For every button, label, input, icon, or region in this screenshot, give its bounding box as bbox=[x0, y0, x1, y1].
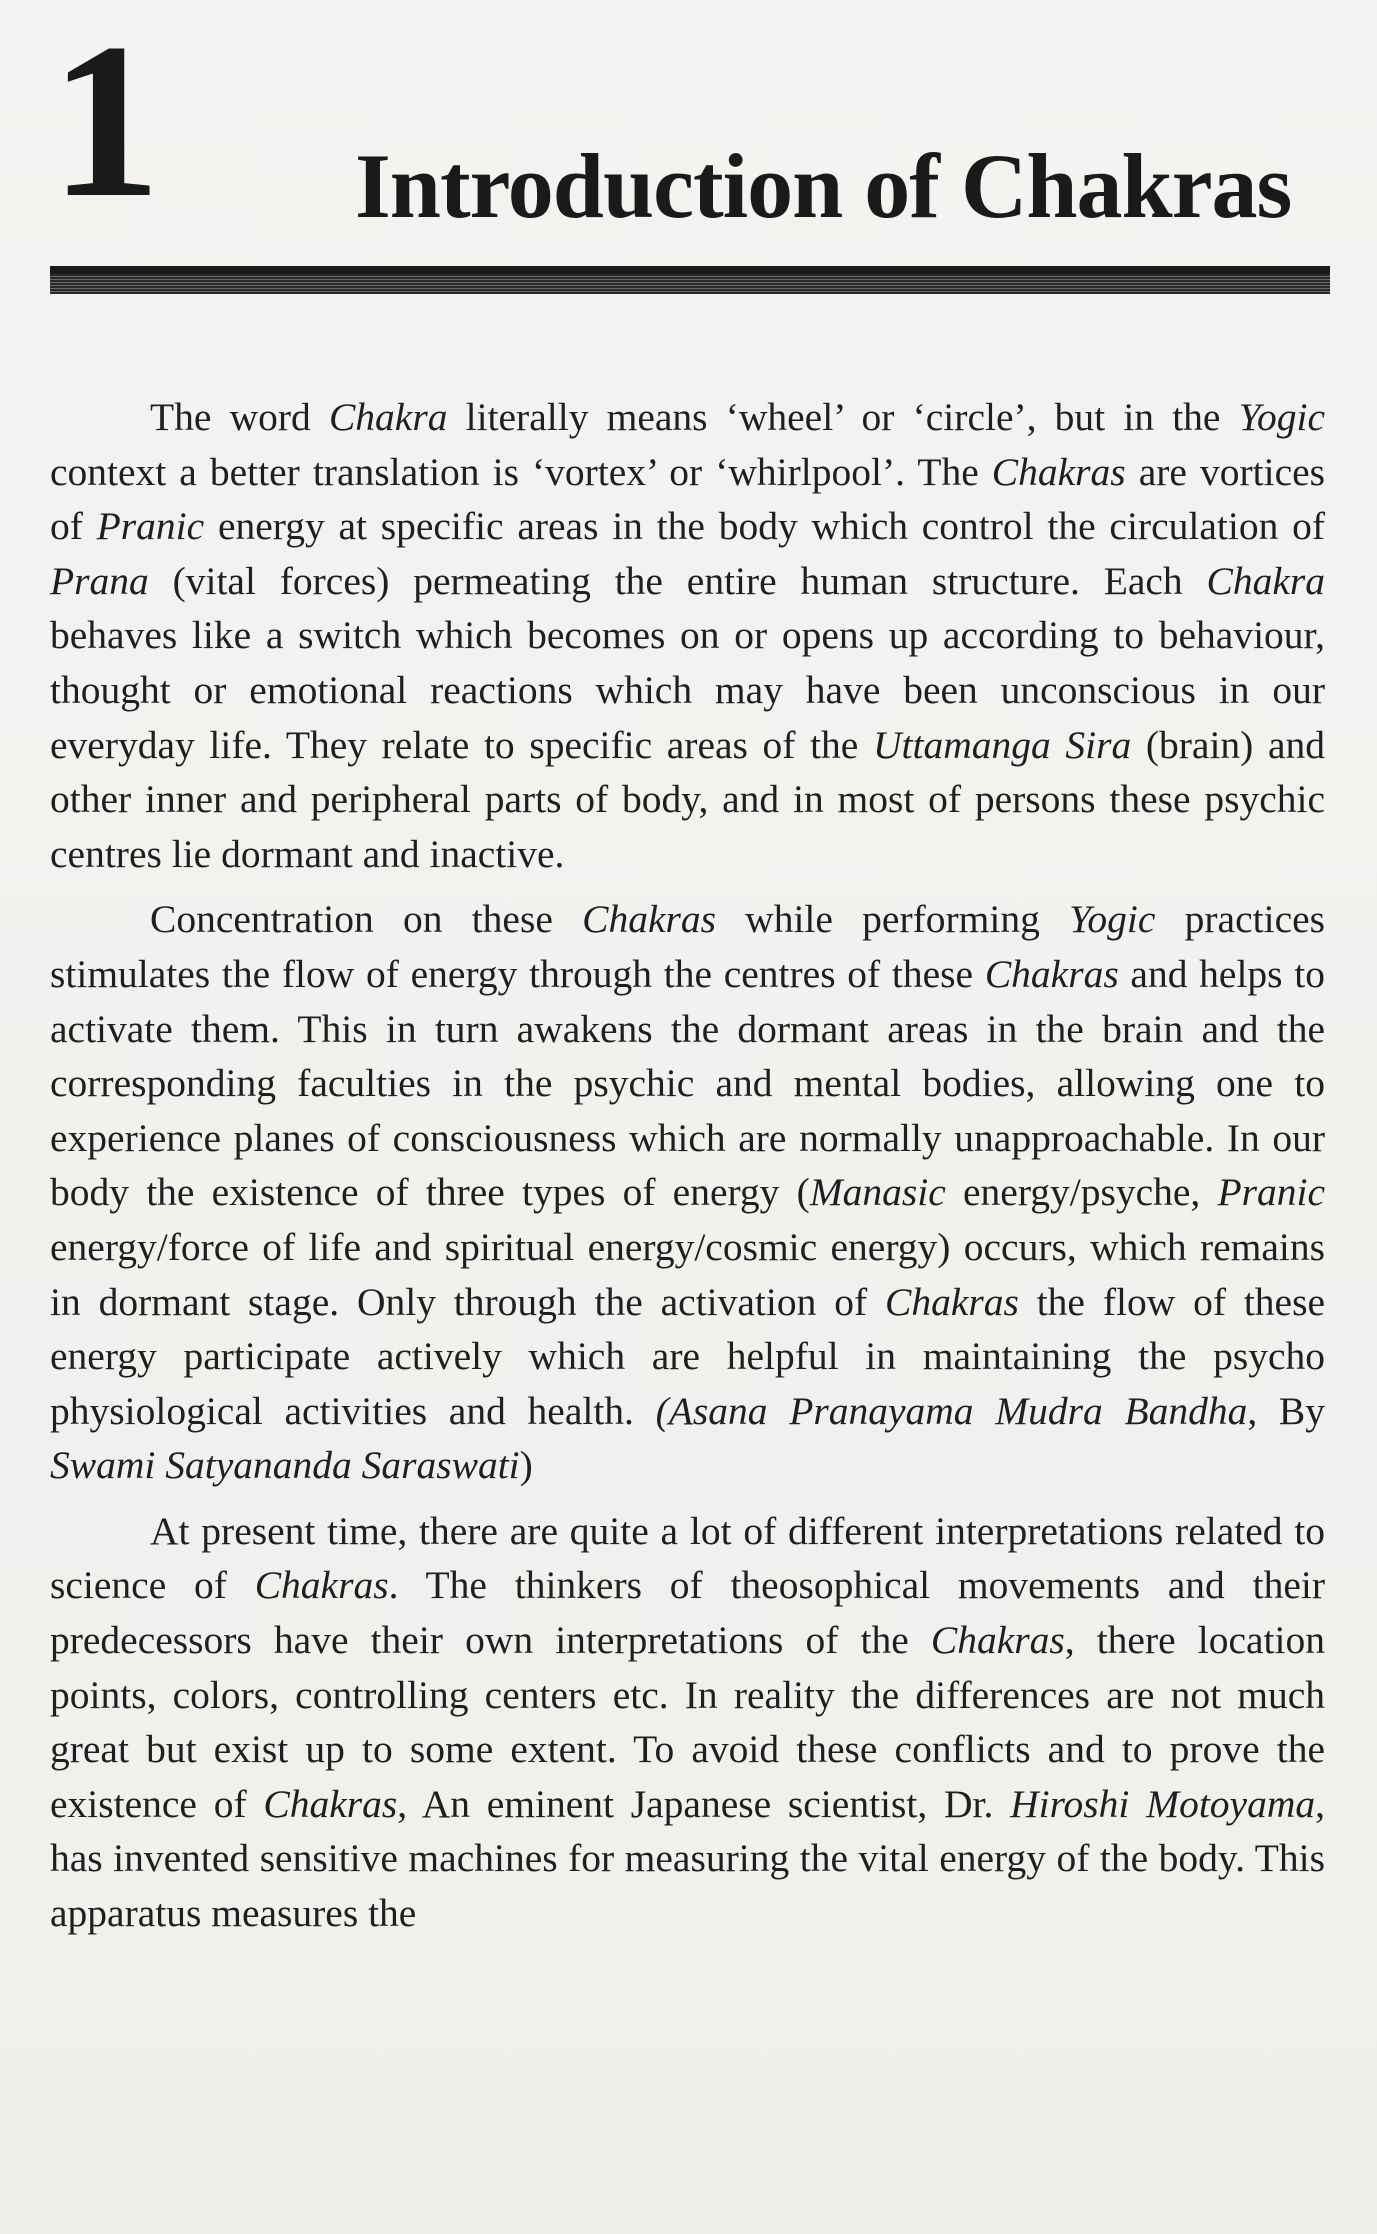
italic-term: Pranic bbox=[96, 504, 205, 549]
italic-term: (Asana Pranayama Mudra Bandha bbox=[655, 1388, 1248, 1433]
chapter-body bbox=[50, 390, 1325, 1941]
italic-term: Chakras bbox=[254, 1563, 389, 1608]
text-run: context a better translation is ‘vortex’ or ‘whirlpool’. The bbox=[50, 449, 992, 494]
italic-term: Swami Satyananda Saraswati bbox=[50, 1443, 520, 1488]
italic-term: Pranic bbox=[1217, 1170, 1325, 1215]
text-run: energy/force of life and spiritual energy/cosmic energy) occurs, which remains in dormant stage. Only through the activation of bbox=[50, 1224, 1325, 1324]
italic-term: Chakras bbox=[263, 1781, 398, 1826]
text-run: are vortices of bbox=[50, 449, 1325, 549]
italic-term: Manasic bbox=[809, 1170, 946, 1215]
text-run: and helps to activate them. This in turn awakens the dormant areas in the brain and the corresponding faculties in the psychic and mental bodies, allowing one to experience planes of consciousness which are normally unapproachable. In our body the existence of three types of energy ( bbox=[50, 951, 1325, 1215]
text-run: Concentration on these bbox=[150, 897, 583, 942]
paragraph-3 bbox=[50, 1504, 1325, 1941]
italic-term: Chakras bbox=[884, 1279, 1019, 1324]
text-run: literally means ‘wheel’ or ‘circle’, but in the bbox=[447, 395, 1239, 439]
chapter-number: 1 bbox=[50, 0, 157, 244]
text-run: the flow of these energy participate actively which are helpful in maintaining the psycho physiological activities and health. bbox=[50, 1279, 1325, 1433]
text-run: behaves like a switch which becomes on or opens up according to behaviour, thought or emotional reactions which may have been unconscious in our everyday life. They relate to specific areas of the bbox=[50, 613, 1325, 767]
paragraph-2 bbox=[50, 892, 1325, 1493]
chapter-title: Introduction of Chakras bbox=[355, 135, 1292, 237]
text-run: , there location points, colors, controlling centers etc. In reality the differences are not much great but exist up to some extent. To avoid these conflicts and to prove the existence of bbox=[50, 1618, 1325, 1826]
text-run: , By bbox=[1247, 1388, 1325, 1433]
italic-term: Chakra bbox=[1206, 558, 1325, 603]
italic-term: Chakras bbox=[930, 1618, 1065, 1663]
text-run: At present time, there are quite a lot of different interpretations related to science of bbox=[50, 1508, 1325, 1608]
title-divider-rule bbox=[50, 266, 1330, 294]
text-run: , has invented sensitive machines for measuring the vital energy of the body. This apparatus measures the bbox=[50, 1781, 1325, 1936]
italic-term: Yogic bbox=[1069, 897, 1156, 942]
italic-term: Yogic bbox=[1238, 395, 1325, 439]
paragraph-1 bbox=[50, 390, 1325, 881]
text-run: energy at specific areas in the body which control the circulation of bbox=[204, 504, 1325, 549]
text-run: (vital forces) permeating the entire human structure. Each bbox=[148, 558, 1207, 603]
italic-term: Hiroshi Motoyama bbox=[1010, 1781, 1316, 1826]
text-run: . The thinkers of theosophical movements and their predecessors have their own interpretations of the bbox=[50, 1563, 1325, 1663]
italic-term: Chakras bbox=[984, 951, 1119, 996]
text-run: energy/psyche, bbox=[945, 1170, 1218, 1215]
text-run: ) bbox=[519, 1443, 533, 1488]
italic-term: Uttamanga Sira bbox=[872, 722, 1132, 767]
italic-term: Chakras bbox=[991, 449, 1126, 494]
text-run: The word bbox=[150, 395, 329, 439]
text-run: practices stimulates the flow of energy through the centres of these bbox=[50, 897, 1326, 996]
italic-term: Chakra bbox=[328, 395, 448, 439]
text-run: while performing bbox=[715, 897, 1070, 942]
italic-term: Prana bbox=[50, 558, 149, 603]
italic-term: Chakras bbox=[582, 897, 716, 942]
text-run: (brain) and other inner and peripheral parts of body, and in most of persons these psychic centres lie dormant and inactive. bbox=[50, 722, 1325, 876]
text-run: , An eminent Japanese scientist, Dr. bbox=[397, 1781, 1011, 1826]
